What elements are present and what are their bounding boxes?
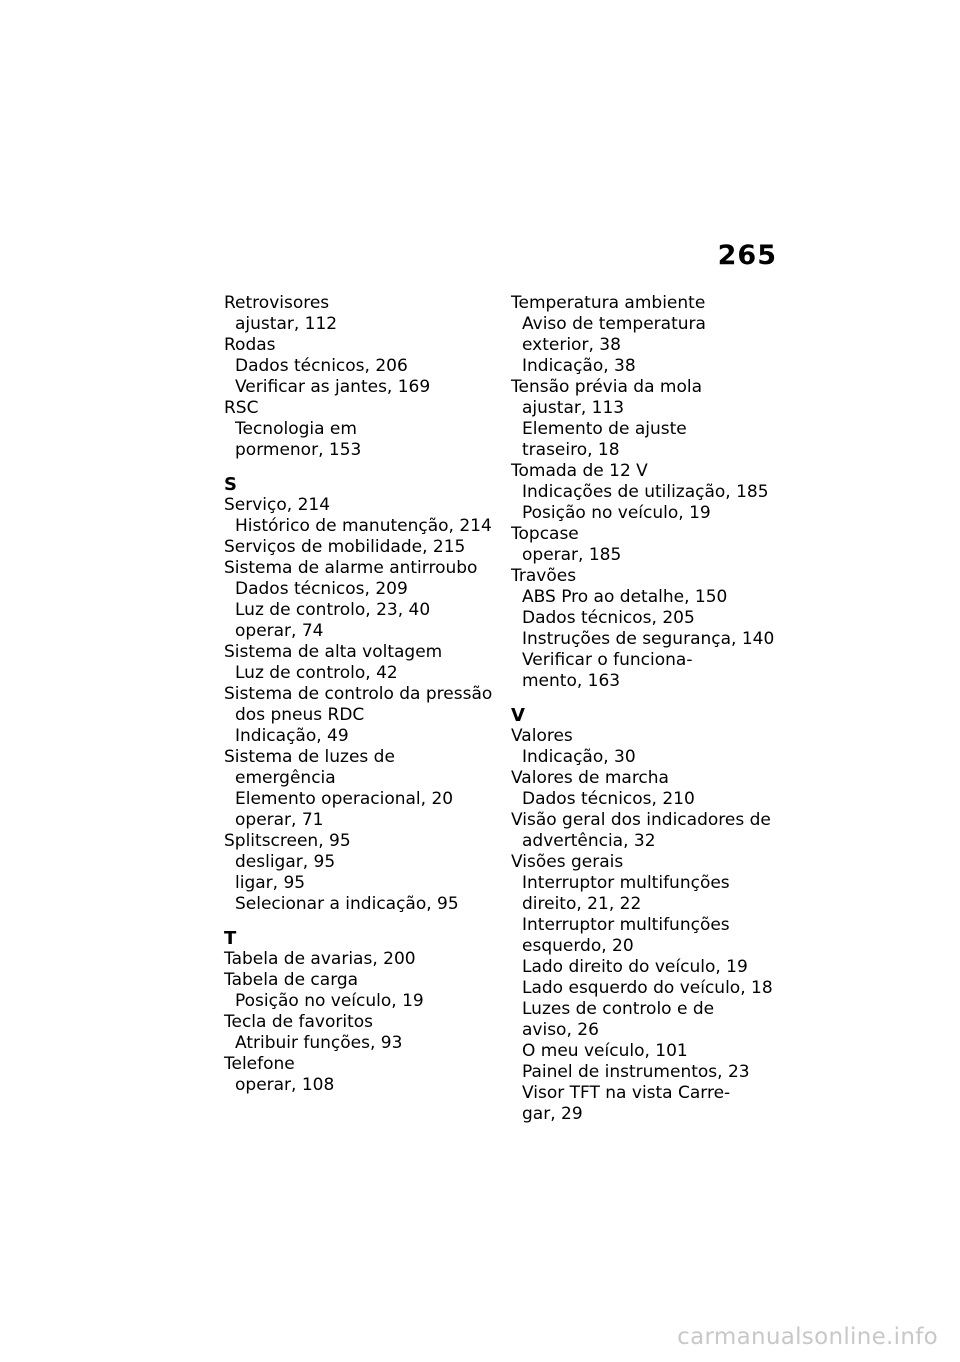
index-section-letter: V: [511, 705, 525, 726]
index-entry: Telefone: [224, 1054, 295, 1074]
index-subentry: Tecnologia em: [235, 419, 357, 439]
index-subentry: advertência, 32: [522, 831, 656, 851]
index-entry: Tabela de carga: [224, 970, 359, 990]
index-subentry: Lado esquerdo do veículo, 18: [522, 978, 773, 998]
index-subentry: Dados técnicos, 209: [235, 579, 408, 599]
index-column-left: [224, 293, 499, 1096]
index-subentry: Interruptor multifunções: [522, 873, 730, 893]
index-subentry: emergência: [235, 768, 336, 788]
index-subentry: Indicação, 30: [522, 747, 636, 767]
index-subentry: mento, 163: [522, 671, 621, 691]
index-subentry: direito, 21, 22: [522, 894, 642, 914]
index-subentry: Atribuir funções, 93: [235, 1033, 403, 1053]
index-entry: Valores de marcha: [511, 768, 669, 788]
index-entry: Serviços de mobilidade, 215: [224, 537, 466, 557]
index-subentry: O meu veículo, 101: [522, 1041, 688, 1061]
index-subentry: ABS Pro ao detalhe, 150: [522, 587, 728, 607]
index-subentry: Luz de controlo, 23, 40: [235, 600, 431, 620]
index-entry: Splitscreen, 95: [224, 831, 351, 851]
index-subentry: desligar, 95: [235, 852, 336, 872]
index-entry: Visão geral dos indicadores de: [511, 810, 771, 830]
index-subentry: dos pneus RDC: [235, 705, 365, 725]
index-subentry: Dados técnicos, 210: [522, 789, 695, 809]
index-subentry: Interruptor multifunções: [522, 915, 730, 935]
index-subentry: Instruções de segurança, 140: [522, 629, 775, 649]
index-subentry: ligar, 95: [235, 873, 306, 893]
index-subentry: ajustar, 112: [235, 314, 338, 334]
index-entry: RSC: [224, 398, 259, 418]
index-entry: Sistema de luzes de: [224, 747, 395, 767]
index-entry: Tomada de 12 V: [511, 461, 648, 481]
index-entry: Retrovisores: [224, 293, 330, 313]
index-entry: Tecla de favoritos: [224, 1012, 373, 1032]
index-entry: Rodas: [224, 335, 276, 355]
index-subentry: Elemento de ajuste: [522, 419, 687, 439]
index-subentry: Posição no veículo, 19: [235, 991, 424, 1011]
index-subentry: Dados técnicos, 206: [235, 356, 408, 376]
index-subentry: Verificar as jantes, 169: [235, 377, 431, 397]
index-subentry: Elemento operacional, 20: [235, 789, 454, 809]
index-entry: Topcase: [511, 524, 579, 544]
index-subentry: Indicações de utilização, 185: [522, 482, 769, 502]
index-subentry: Dados técnicos, 205: [522, 608, 695, 628]
index-entry: Valores: [511, 726, 573, 746]
index-entry: Temperatura ambiente: [511, 293, 706, 313]
index-subentry: exterior, 38: [522, 335, 621, 355]
index-subentry: aviso, 26: [522, 1020, 599, 1040]
index-entry: Tensão prévia da mola: [511, 377, 702, 397]
index-subentry: esquerdo, 20: [522, 936, 634, 956]
index-subentry: operar, 74: [235, 621, 324, 641]
index-subentry: Luz de controlo, 42: [235, 663, 398, 683]
index-subentry: Posição no veículo, 19: [522, 503, 711, 523]
index-entry: Serviço, 214: [224, 495, 331, 515]
index-entry: Tabela de avarias, 200: [224, 949, 416, 969]
index-subentry: Indicação, 38: [522, 356, 636, 376]
index-subentry: pormenor, 153: [235, 440, 362, 460]
index-subentry: Histórico de manutenção, 214: [235, 516, 492, 536]
index-entry: Travões: [511, 566, 577, 586]
index-entry: Sistema de controlo da pressão: [224, 684, 493, 704]
index-subentry: Painel de instrumentos, 23: [522, 1062, 750, 1082]
index-subentry: Selecionar a indicação, 95: [235, 894, 459, 914]
index-column-right: [511, 293, 791, 1125]
index-subentry: Aviso de temperatura: [522, 314, 706, 334]
index-subentry: operar, 71: [235, 810, 324, 830]
index-subentry: Visor TFT na vista Carre-: [522, 1083, 731, 1103]
index-entry: Sistema de alarme antirroubo: [224, 558, 478, 578]
index-subentry: Luzes de controlo e de: [522, 999, 715, 1019]
index-section-letter: S: [224, 474, 237, 495]
index-subentry: Verificar o funciona-: [522, 650, 693, 670]
index-subentry: operar, 185: [522, 545, 622, 565]
index-subentry: ajustar, 113: [522, 398, 625, 418]
index-section-letter: T: [224, 928, 237, 949]
index-subentry: operar, 108: [235, 1075, 335, 1095]
index-entry: Sistema de alta voltagem: [224, 642, 443, 662]
page-number: 265: [717, 240, 777, 271]
index-subentry: Indicação, 49: [235, 726, 349, 746]
index-subentry: gar, 29: [522, 1104, 583, 1124]
index-entry: Visões gerais: [511, 852, 624, 872]
index-subentry: traseiro, 18: [522, 440, 620, 460]
index-subentry: Lado direito do veículo, 19: [522, 957, 748, 977]
watermark-text: carmanualsonline.info: [677, 1324, 938, 1350]
